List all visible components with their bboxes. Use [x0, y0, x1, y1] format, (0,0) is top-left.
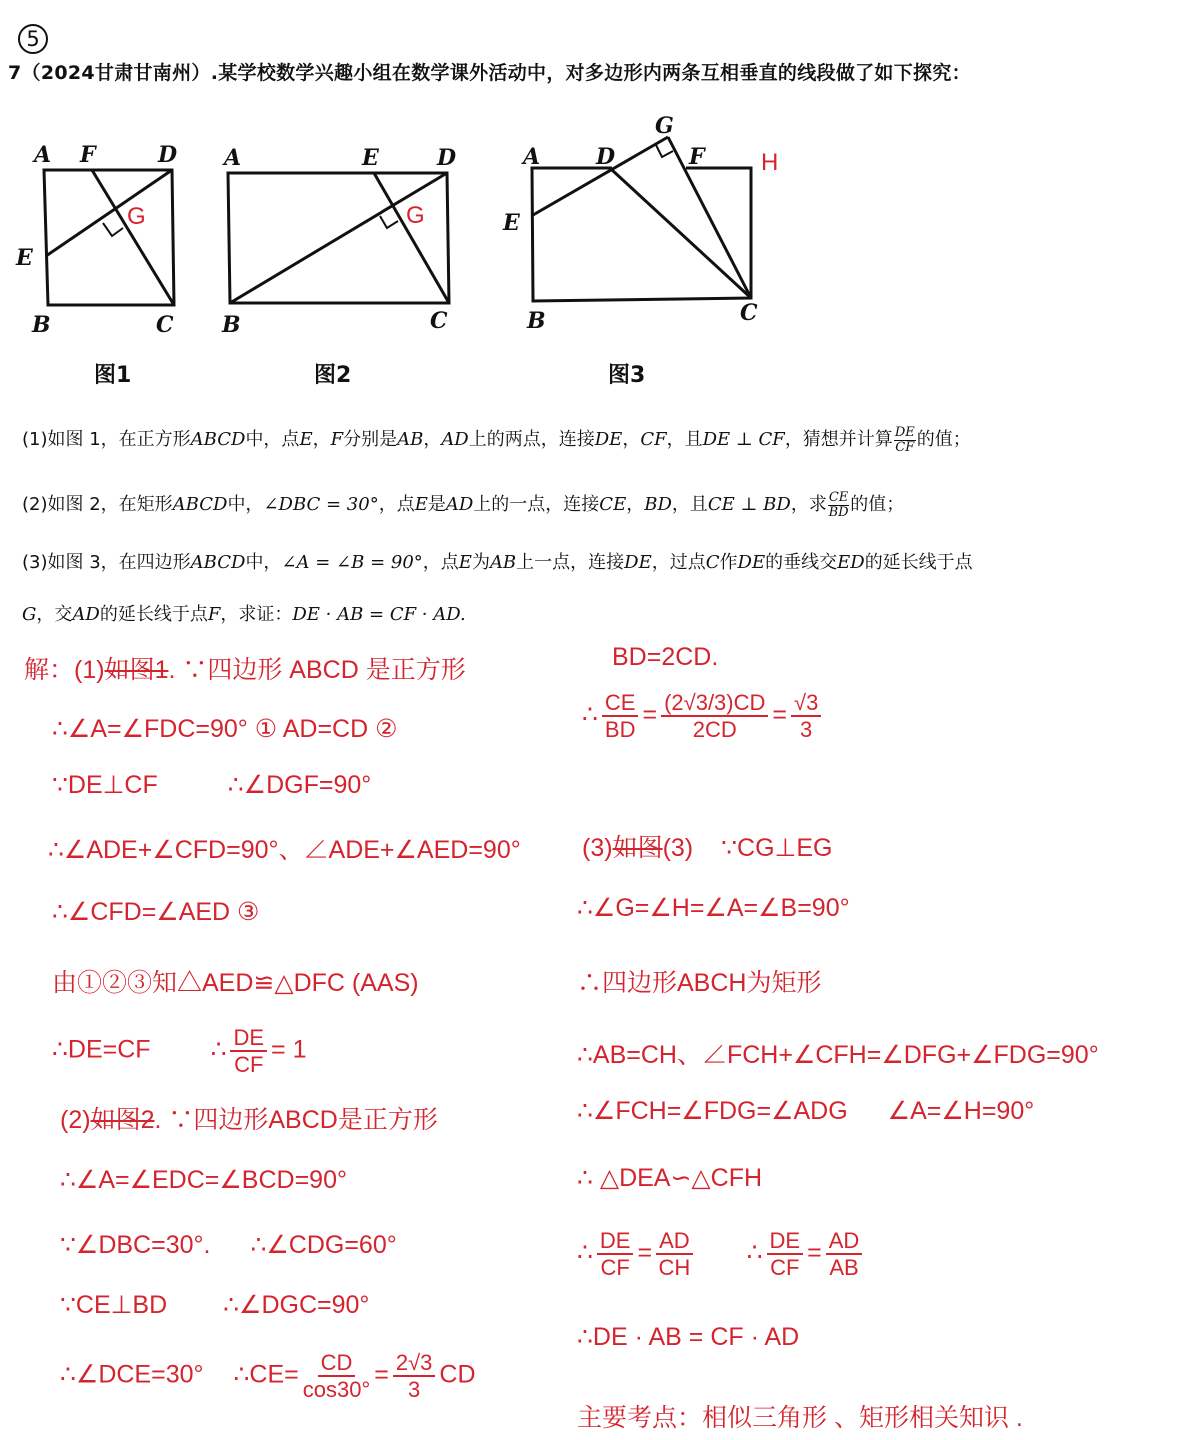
q1-text: ，: [622, 429, 641, 450]
q2-text: 是: [427, 494, 446, 515]
solution-right-line-3: [582, 828, 832, 864]
key-points-summary: 主要考点：相似三角形 、矩形相关知识 .: [577, 1404, 1023, 1432]
fraction-denominator: CF: [234, 1052, 264, 1077]
solution-right-line-5: ∴四边形ABCH为矩形: [577, 969, 822, 997]
fig3-right-angle-mark: [656, 145, 673, 157]
figures-panel: [0, 110, 820, 400]
q3-text: (3)如图 3，在四边形: [22, 552, 191, 573]
fig3-label-c: C: [740, 300, 758, 326]
fig3-segment-gc: [668, 137, 751, 298]
q2-math: AD: [445, 494, 474, 515]
q2-math: ABCD: [172, 494, 228, 515]
fraction-denominator: AB: [829, 1255, 859, 1280]
solution-text: CD: [439, 1360, 476, 1389]
struck-text: 如图2: [90, 1106, 155, 1134]
fraction-numerator: CD: [318, 1350, 356, 1377]
handwritten-fraction: [791, 690, 821, 742]
q2-math: CE: [599, 494, 627, 515]
q1-math: CF: [640, 429, 667, 450]
fig1-segment-cf: [92, 170, 174, 305]
solution-text: ∴: [210, 1035, 227, 1064]
fraction-numerator: DE: [894, 424, 915, 440]
solution-text: ∴: [582, 700, 598, 729]
fig1-label-c: C: [156, 312, 174, 338]
fig3-label-d: D: [596, 144, 616, 170]
q3-text: ，点: [422, 552, 459, 573]
q1-text: (1)如图 1，在正方形: [22, 429, 191, 450]
solution-line-2: ∴∠A=∠FDC=90° ① AD=CD ②: [52, 715, 398, 743]
solution-line-7: [52, 1025, 306, 1077]
solution-text: =: [772, 700, 788, 729]
struck-text: 如图1: [104, 656, 169, 684]
solution-text: =: [642, 700, 658, 729]
q3-math: AD: [72, 604, 100, 625]
fig1-caption: 图1: [94, 363, 132, 388]
q3-text: ，求证：: [220, 604, 293, 625]
solution-text: ∴∠DGF=90°: [227, 771, 372, 799]
solution-text: . ∵四边形 ABCD 是正方形: [168, 656, 466, 684]
handwritten-fraction: [303, 1350, 371, 1402]
fraction-numerator: (2√3/3)CD: [661, 690, 768, 717]
fig1-right-angle-mark: [103, 223, 123, 236]
q3-text: 中，: [245, 552, 282, 573]
fraction-numerator: DE: [767, 1228, 804, 1255]
fig1-label-a: A: [34, 142, 52, 168]
q3-math: C: [705, 552, 720, 573]
struck-text: 如图: [612, 834, 663, 862]
solution-text: ∴∠DGC=90°: [223, 1291, 370, 1319]
q2-text: ，点: [378, 494, 415, 515]
solution-text: (3): [662, 834, 694, 862]
solution-text: =: [637, 1238, 653, 1267]
solution-line-5: ∴∠CFD=∠AED ③: [52, 898, 260, 926]
fraction-numerator: DE: [230, 1025, 267, 1052]
fraction-denominator: 2CD: [692, 717, 737, 742]
handwritten-fraction: [230, 1025, 267, 1077]
fraction-denominator: 3: [408, 1377, 421, 1402]
question-title: 7（2024甘肃甘南州）.某学校数学兴趣小组在数学课外活动中，对多边形内两条互相垂直的线段做了如下探究：: [8, 62, 971, 84]
q3-text: 为: [471, 552, 490, 573]
q3-math: ABCD: [190, 552, 246, 573]
solution-text: ∠A=∠H=90°: [887, 1097, 1035, 1125]
figure-2-diagram: [228, 173, 449, 303]
q3-text: 的延长线于点: [99, 604, 208, 625]
solution-text: ∴∠DCE=30°: [60, 1360, 204, 1389]
solution-text: ∴∠CDG=60°: [250, 1231, 397, 1259]
question-1: [22, 425, 971, 455]
fraction-numerator: CE: [602, 690, 639, 717]
solution-right-line-6: ∴AB=CH、∠FCH+∠CFH=∠DFG+∠FDG=90°: [577, 1041, 1099, 1069]
fraction-denominator: 3: [800, 717, 813, 742]
fig2-label-d: D: [437, 145, 457, 171]
q1-math: DE: [594, 429, 623, 450]
fraction-denominator: CF: [600, 1255, 630, 1280]
fig2-right-angle-mark: [380, 216, 398, 228]
solution-line-3: [52, 770, 371, 800]
q1-text: 分别是: [343, 429, 398, 450]
fig2-segment-ce: [374, 173, 449, 303]
q1-math: ABCD: [190, 429, 246, 450]
fraction-denominator: BD: [604, 717, 636, 742]
fraction-denominator: cos30°: [302, 1377, 371, 1402]
question-3-line-2: [22, 600, 466, 626]
fraction-numerator: √3: [791, 690, 821, 717]
solution-right-line-4: ∴∠G=∠H=∠A=∠B=90°: [577, 894, 850, 922]
solution-text: = 1: [271, 1035, 307, 1064]
fraction-numerator: CE: [828, 489, 849, 505]
solution-right-line-1: BD=2CD.: [612, 643, 719, 671]
solution-right-line-7: [577, 1096, 1034, 1126]
q1-text: ，且: [666, 429, 703, 450]
fig2-label-g: G: [406, 202, 425, 229]
q1-math: AB: [397, 429, 424, 450]
solution-line-1: [24, 650, 466, 686]
fig3-label-g: G: [655, 113, 674, 139]
fig2-caption: 图2: [314, 363, 352, 388]
fig3-label-e: E: [503, 210, 520, 236]
fig2-label-a: A: [224, 145, 242, 171]
solution-text: 解：(1): [24, 656, 105, 684]
solution-text: ∵DE⊥CF: [52, 771, 158, 799]
q2-text: (2)如图 2，在矩形: [22, 494, 173, 515]
solution-text: =: [807, 1238, 822, 1267]
figure-3-diagram: [532, 137, 751, 301]
q3-math: F: [207, 604, 221, 625]
q3-math: E: [458, 552, 472, 573]
q1-text: ，猜想并计算: [784, 429, 893, 450]
figure-1-diagram: [44, 170, 174, 305]
fraction-numerator: 2√3: [393, 1350, 436, 1377]
q3-text: 的垂线交: [765, 552, 838, 573]
q3-text: 作: [719, 552, 738, 573]
fraction-denominator: BD: [828, 504, 849, 520]
handwritten-fraction: [661, 690, 768, 742]
solution-right-line-10: ∴DE · AB = CF · AD: [577, 1323, 800, 1351]
solution-line-8: [60, 1100, 438, 1136]
handwritten-fraction: [826, 1228, 863, 1280]
handwritten-fraction: [656, 1228, 693, 1280]
q1-fraction: [894, 426, 916, 455]
geometry-figures: [0, 110, 820, 400]
q1-text: ，: [312, 429, 331, 450]
fig2-segment-bd: [230, 173, 447, 303]
q2-text: ，求: [790, 494, 827, 515]
fig2-label-c: C: [430, 308, 448, 334]
q3-text: 上一点，连接: [516, 552, 625, 573]
question-3-line-1: [22, 548, 973, 574]
q3-math: ∠A = ∠B = 90°: [281, 552, 423, 573]
solution-right-line-2: [582, 690, 825, 742]
solution-text: . ∵四边形ABCD是正方形: [154, 1106, 438, 1134]
solution-text: ∴∠FCH=∠FDG=∠ADG: [577, 1097, 848, 1125]
fig1-label-g: G: [127, 203, 146, 230]
q2-math: BD: [644, 494, 672, 515]
fig1-segment-de: [46, 170, 172, 256]
solution-text: ∴DE=CF: [52, 1035, 151, 1064]
q3-math: DE: [624, 552, 652, 573]
q3-math: ED: [837, 552, 865, 573]
q2-text: ，: [626, 494, 645, 515]
fraction-denominator: CF: [770, 1255, 800, 1280]
q1-math: E: [299, 429, 313, 450]
solution-right-line-9: [577, 1228, 866, 1280]
q1-text: 上的两点，连接: [468, 429, 595, 450]
fig1-label-f: F: [80, 142, 96, 168]
fig3-segment-dc: [612, 170, 751, 298]
solution-line-10: [60, 1230, 397, 1260]
handwritten-fraction: [597, 1228, 634, 1280]
q1-text: 的值；: [916, 429, 971, 450]
q2-math: E: [414, 494, 428, 515]
solution-line-6: 由①②③知△AED≌△DFC (AAS): [52, 969, 419, 997]
fraction-numerator: AD: [826, 1228, 863, 1255]
solution-line-4: ∴∠ADE+∠CFD=90°、∠ADE+∠AED=90°: [48, 836, 521, 864]
q3-math: DE: [737, 552, 766, 573]
q3-text: ，交: [36, 604, 73, 625]
solution-line-12: [60, 1350, 476, 1402]
handwritten-fraction: [393, 1350, 436, 1402]
solution-right-line-8: ∴ △DEA∽△CFH: [577, 1164, 763, 1192]
solution-line-11: [60, 1290, 369, 1320]
q2-math: CE ⊥ BD: [707, 494, 791, 515]
solution-text: ∴: [577, 1238, 593, 1267]
handwritten-fraction: [602, 690, 639, 742]
q1-text: 中，点: [245, 429, 300, 450]
solution-text: (3): [582, 834, 613, 862]
fig2-label-e: E: [362, 145, 379, 171]
fig3-label-a: A: [523, 144, 541, 170]
solution-text: ∵∠DBC=30°.: [60, 1231, 211, 1259]
solution-text: ∵CE⊥BD: [60, 1291, 168, 1319]
fraction-numerator: DE: [597, 1228, 634, 1255]
q1-math: AD: [441, 429, 469, 450]
q3-math: G: [22, 604, 37, 625]
q2-text: ，且: [671, 494, 708, 515]
q3-text: ，过点: [651, 552, 706, 573]
fig2-label-b: B: [222, 312, 241, 338]
q2-math: ∠DBC = 30°: [263, 494, 379, 515]
q2-text: 上的一点，连接: [473, 494, 600, 515]
q3-math: DE · AB = CF · AD.: [292, 604, 466, 625]
question-2: [22, 490, 904, 520]
solution-text: =: [374, 1360, 389, 1389]
circled-problem-number: 5: [18, 24, 48, 54]
fraction-numerator: AD: [656, 1228, 693, 1255]
fig3-label-f: F: [689, 144, 705, 170]
fig3-label-b: B: [527, 308, 546, 334]
fig1-label-b: B: [32, 312, 51, 338]
fig1-label-e: E: [16, 245, 33, 271]
q3-text: 的延长线于点: [864, 552, 973, 573]
q1-text: ，: [423, 429, 442, 450]
fraction-denominator: CH: [658, 1255, 691, 1280]
q1-math: F: [330, 429, 344, 450]
q1-math: DE ⊥ CF: [702, 429, 785, 450]
fraction-denominator: CF: [895, 439, 915, 455]
fig1-square-abcd: [44, 170, 174, 305]
q2-text: 的值；: [850, 494, 905, 515]
fig1-label-d: D: [158, 142, 178, 168]
q2-fraction: [828, 491, 849, 520]
solution-text: ∵CG⊥EG: [721, 834, 833, 862]
q3-math: AB: [489, 552, 517, 573]
fig3-label-h: H: [761, 149, 779, 176]
fig3-caption: 图3: [608, 363, 646, 388]
q2-text: 中，: [227, 494, 264, 515]
solution-text: ∴CE=: [233, 1360, 299, 1389]
solution-text: (2): [60, 1106, 91, 1134]
handwritten-fraction: [767, 1228, 804, 1280]
solution-line-9: ∴∠A=∠EDC=∠BCD=90°: [60, 1166, 347, 1194]
solution-text: ∴: [746, 1238, 763, 1267]
